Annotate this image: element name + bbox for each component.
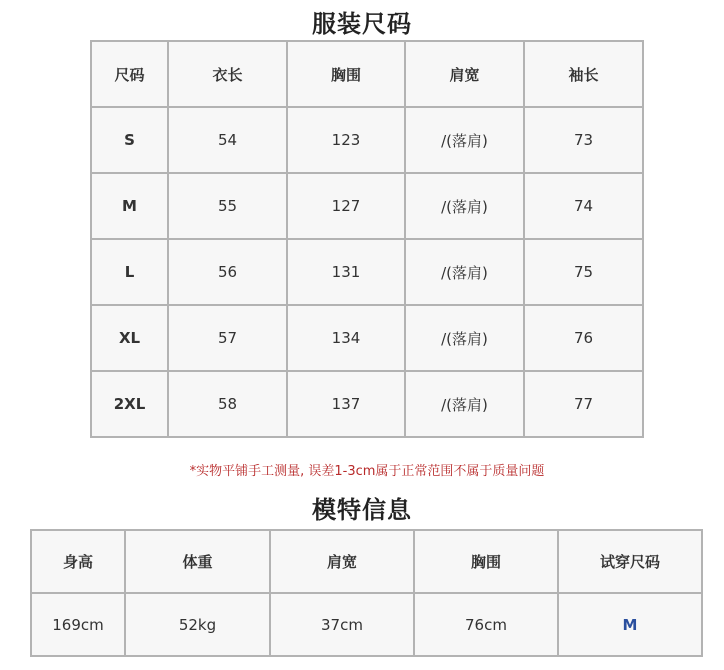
size-label: XL [91, 305, 168, 371]
length-value: 55 [168, 173, 287, 239]
size-label: M [91, 173, 168, 239]
header-sleeve: 袖长 [524, 41, 643, 107]
table-row [91, 371, 643, 437]
header-length: 衣长 [168, 41, 287, 107]
length-value: 54 [168, 107, 287, 173]
header-chest: 胸围 [414, 530, 558, 593]
table-row [91, 107, 643, 173]
size-label: 2XL [91, 371, 168, 437]
model-info-header-row [31, 530, 702, 593]
header-height: 身高 [31, 530, 125, 593]
shoulder-value: /(落肩) [405, 305, 524, 371]
size-chart-header-row [91, 41, 643, 107]
model-info-table [30, 529, 703, 657]
chest-value: 123 [287, 107, 405, 173]
header-chest: 胸围 [287, 41, 405, 107]
chest-value: 127 [287, 173, 405, 239]
chest-value: 76cm [414, 593, 558, 656]
chest-value: 137 [287, 371, 405, 437]
length-value: 56 [168, 239, 287, 305]
height-value: 169cm [31, 593, 125, 656]
sleeve-value: 75 [524, 239, 643, 305]
weight-value: 52kg [125, 593, 270, 656]
table-row [91, 305, 643, 371]
header-fit-size: 试穿尺码 [558, 530, 702, 593]
shoulder-value: 37cm [270, 593, 414, 656]
chest-value: 134 [287, 305, 405, 371]
shoulder-value: /(落肩) [405, 371, 524, 437]
sleeve-value: 73 [524, 107, 643, 173]
length-value: 58 [168, 371, 287, 437]
sleeve-value: 76 [524, 305, 643, 371]
header-shoulder: 肩宽 [270, 530, 414, 593]
sleeve-value: 77 [524, 371, 643, 437]
header-weight: 体重 [125, 530, 270, 593]
model-info-title: 模特信息 [312, 496, 412, 524]
header-size: 尺码 [91, 41, 168, 107]
measurement-note: *实物平铺手工测量, 误差1-3cm属于正常范围不属于质量问题 [189, 464, 545, 479]
header-shoulder: 肩宽 [405, 41, 524, 107]
length-value: 57 [168, 305, 287, 371]
shoulder-value: /(落肩) [405, 239, 524, 305]
chest-value: 131 [287, 239, 405, 305]
table-row [91, 239, 643, 305]
size-chart-title: 服装尺码 [312, 10, 412, 38]
size-label: L [91, 239, 168, 305]
shoulder-value: /(落肩) [405, 107, 524, 173]
size-chart-table [90, 40, 644, 438]
size-label: S [91, 107, 168, 173]
shoulder-value: /(落肩) [405, 173, 524, 239]
table-row [31, 593, 702, 656]
fit-size-value: M [558, 593, 702, 656]
table-row [91, 173, 643, 239]
sleeve-value: 74 [524, 173, 643, 239]
